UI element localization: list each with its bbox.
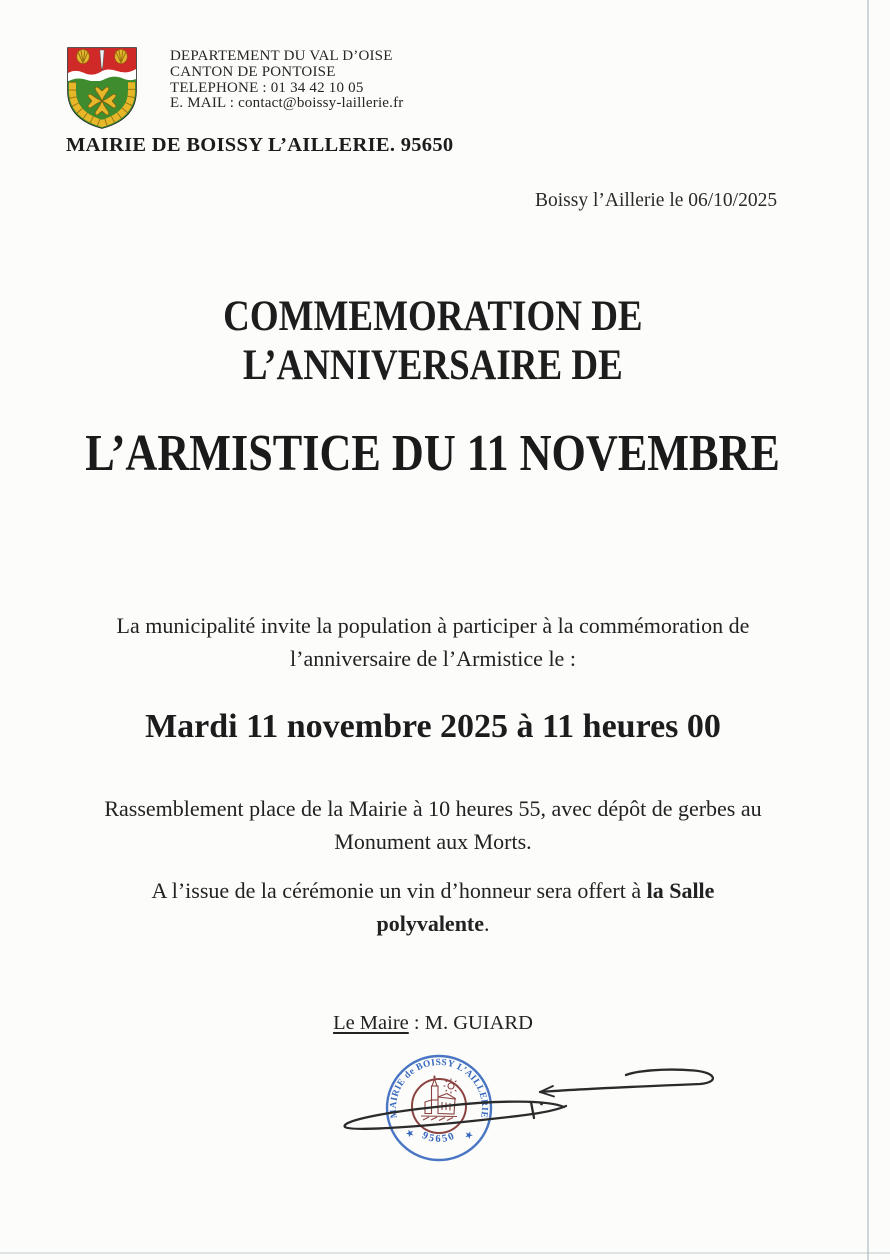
signature-icon bbox=[330, 1055, 735, 1145]
armistice-title-text: L’ARMISTICE DU 11 NOVEMBRE bbox=[85, 425, 781, 482]
department-line: E. MAIL : contact@boissy-laillerie.fr bbox=[170, 95, 404, 112]
main-title bbox=[0, 292, 866, 390]
scan-artifact-right-edge bbox=[867, 0, 869, 1260]
date-line: Boissy l’Aillerie le 06/10/2025 bbox=[535, 190, 778, 211]
stamp-star-left-icon: ★ bbox=[404, 1127, 417, 1141]
assembly-paragraph bbox=[0, 792, 866, 858]
assembly-line1: Rassemblement place de la Mairie à 10 heures 55, avec dépôt de gerbes au bbox=[104, 796, 762, 821]
department-line: TELEPHONE : 01 34 42 10 05 bbox=[170, 79, 364, 96]
armistice-title bbox=[0, 424, 866, 483]
department-line: DEPARTEMENT DU VAL D’OISE bbox=[170, 48, 393, 64]
intro-paragraph bbox=[0, 609, 866, 675]
signer-label: Le Maire bbox=[333, 1012, 409, 1034]
scan-artifact-bottom-edge bbox=[0, 1252, 890, 1254]
stamp-postal-code: 95650 bbox=[420, 1130, 458, 1146]
event-datetime: Mardi 11 novembre 2025 à 11 heures 00 bbox=[145, 708, 721, 745]
header-department-block bbox=[170, 49, 404, 112]
assembly-line2: Monument aux Morts. bbox=[334, 829, 532, 854]
reception-period: . bbox=[484, 911, 490, 936]
main-title-line1: COMMEMORATION DE bbox=[223, 293, 643, 340]
stamp-ring-text: MAIRIE de BOISSY L’AILLERIE bbox=[388, 1057, 490, 1119]
reception-bold-1: la Salle bbox=[646, 878, 715, 903]
signer-name: M. GUIARD bbox=[424, 1012, 533, 1034]
reception-text: A l’issue de la cérémonie un vin d’honneur sera offert à bbox=[151, 878, 647, 903]
signer-separator: : bbox=[408, 1012, 425, 1034]
mairie-title: MAIRIE DE BOISSY L’AILLERIE. 95650 bbox=[66, 134, 454, 156]
intro-line1: La municipalité invite la population à participer à la commémoration de bbox=[116, 613, 750, 638]
reception-paragraph bbox=[0, 874, 866, 940]
intro-line2: l’anniversaire de l’Armistice le : bbox=[290, 646, 576, 671]
coat-of-arms-icon bbox=[64, 44, 140, 132]
main-title-line2: L’ANNIVERSAIRE DE bbox=[243, 342, 623, 389]
stamp-star-right-icon: ★ bbox=[462, 1128, 475, 1143]
department-line: CANTON DE PONTOISE bbox=[170, 63, 336, 80]
signer-line bbox=[0, 1012, 866, 1035]
reception-bold-2: polyvalente bbox=[376, 911, 485, 936]
